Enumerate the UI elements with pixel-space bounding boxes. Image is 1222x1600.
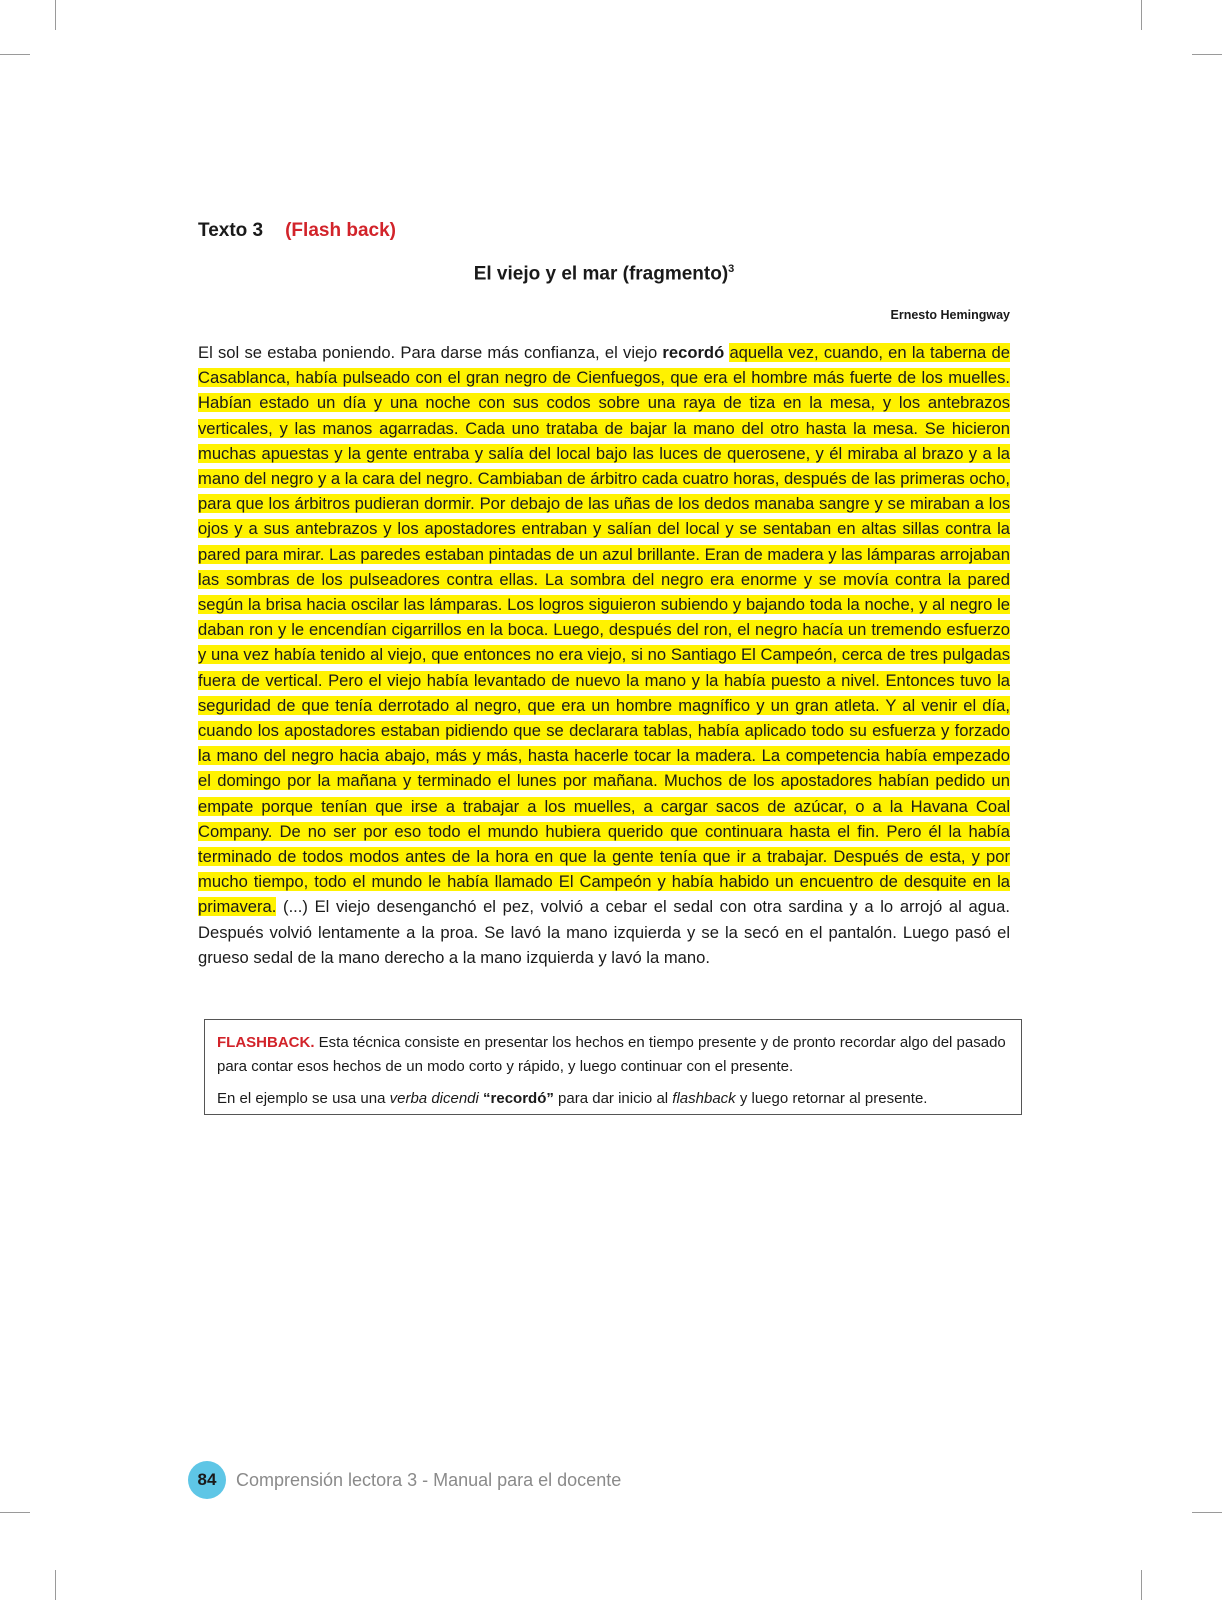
crop-mark-left-bottom [0, 1512, 30, 1513]
title-text: El viejo y el mar (fragmento) [473, 263, 729, 285]
author-name: Ernesto Hemingway [890, 308, 1010, 322]
page-title [198, 263, 1010, 285]
example-suffix: y luego retornar al presente. [735, 1090, 928, 1107]
page-number-badge: 84 [188, 1461, 226, 1499]
flashback-highlight: aquella vez, cuando, en la taberna de Casablanca, había pulseado con el gran negro de Cienfuegos, que era el hombre más fuerte de los muelles. Habían estado un día y una noche con sus codos sobre una raya de tiza en la mesa, y los antebrazos verticales, y las manos agarradas. Cada uno trataba de bajar la mano del otro hasta la mesa. Se hicieron muchas apuestas y la gente entraba y salía del local bajo las luces de querosene, y él miraba al brazo y a la mano del negro y a la cara del negro. Cambiaban de árbitro cada cuatro horas, después de las primeras ocho, para que los árbitros pudieran dormir. Por debajo de las uñas de los dedos manaba sangre y se miraban a los ojos y a sus antebrazos y los apostadores entraban y salían del local y se sentaban en altas sillas contra la pared para mirar. Las paredes estaban pintadas de un azul brillante. Eran de madera y las lámparas arrojaban las sombras de los pulseadores contra ellas. La sombra del negro era enorme y se movía contra la pared según la brisa hacia oscilar las lámparas. Los logros siguieron subiendo y bajando toda la noche, y al negro le daban ron y le encendían cigarrillos en la boca. Luego, después del ron, el negro hacía un tremendo esfuerzo y una vez había tenido al viejo, que entonces no era viejo, si no Santiago El Campeón, cerca de tres pulgadas fuera de vertical. Pero el viejo había levantado de nuevo la mano y la había puesto a nivel. Entonces tuvo la seguridad de que tenía derrotado al negro, que era un hombre magnífico y un gran atleta. Y al venir el día, cuando los apostadores estaban pidiendo que se declarara tablas, había aplicado todo su esfuerza y forzado la mano del negro hacia abajo, más y más, hasta hacerle tocar la madera. La competencia había empezado el domingo por la mañana y terminado el lunes por mañana. Muchos de los apostadores habían pedido un empate porque tenían que irse a trabajar a los muelles, a cargar sacos de azúcar, o a la Havana Coal Company. De no ser por eso todo el mundo hubiera querido que continuara hasta el fin. Pero él la había terminado de todos modos antes de la hora en que la gente tenía que ir a trabajar. Después de esta, y por mucho tiempo, todo el mundo le había llamado El Campeón y había habido un encuentro de desquite en la primavera. [198, 343, 1010, 917]
example-italic-flashback: flashback [672, 1090, 736, 1107]
technique-tag: (Flash back) [285, 220, 396, 241]
definition-box [204, 1019, 1022, 1115]
example-italic: verba dicendi [389, 1090, 479, 1107]
crop-mark-left-top [0, 54, 30, 55]
excerpt-intro: El sol se estaba poniendo. Para darse más confianza, el viejo [198, 343, 663, 362]
crop-mark-bottom-right [1141, 1570, 1142, 1600]
text-number-label: Texto 3 [198, 220, 264, 241]
crop-mark-top-left [55, 0, 56, 30]
definition-term: FLASHBACK. [217, 1034, 315, 1051]
definition-paragraph [217, 1031, 1009, 1079]
book-title: Comprensión lectora 3 - Manual para el docente [236, 1469, 622, 1490]
example-keyword: “recordó” [483, 1090, 554, 1107]
excerpt-outro: (...) El viejo desenganchó el pez, volvió a cebar el sedal con otra sardina y a lo arrojó al agua. Después volvió lentamente a la proa. Se lavó la mano izquierda y se la secó en el pantalón. Luego pasó el grueso sedal de la mano derecho a la mano izquierda y lavó la mano. [198, 897, 1010, 967]
footnote-marker: 3 [728, 263, 735, 275]
crop-mark-right-top [1192, 54, 1222, 55]
example-paragraph [217, 1087, 1009, 1111]
section-heading [198, 220, 396, 242]
story-excerpt [198, 340, 1010, 970]
definition-text: Esta técnica consiste en presentar los hechos en tiempo presente y de pronto recordar algo del pasado para contar esos hechos de un modo corto y rápido, y luego continuar con el presente. [217, 1034, 1006, 1075]
crop-mark-bottom-left [55, 1570, 56, 1600]
crop-mark-top-right [1141, 0, 1142, 30]
excerpt-keyword: recordó [662, 343, 725, 362]
page-footer [188, 1461, 621, 1499]
example-prefix: En el ejemplo se usa una [217, 1090, 390, 1107]
example-middle: para dar inicio al [553, 1090, 673, 1107]
crop-mark-right-bottom [1192, 1512, 1222, 1513]
